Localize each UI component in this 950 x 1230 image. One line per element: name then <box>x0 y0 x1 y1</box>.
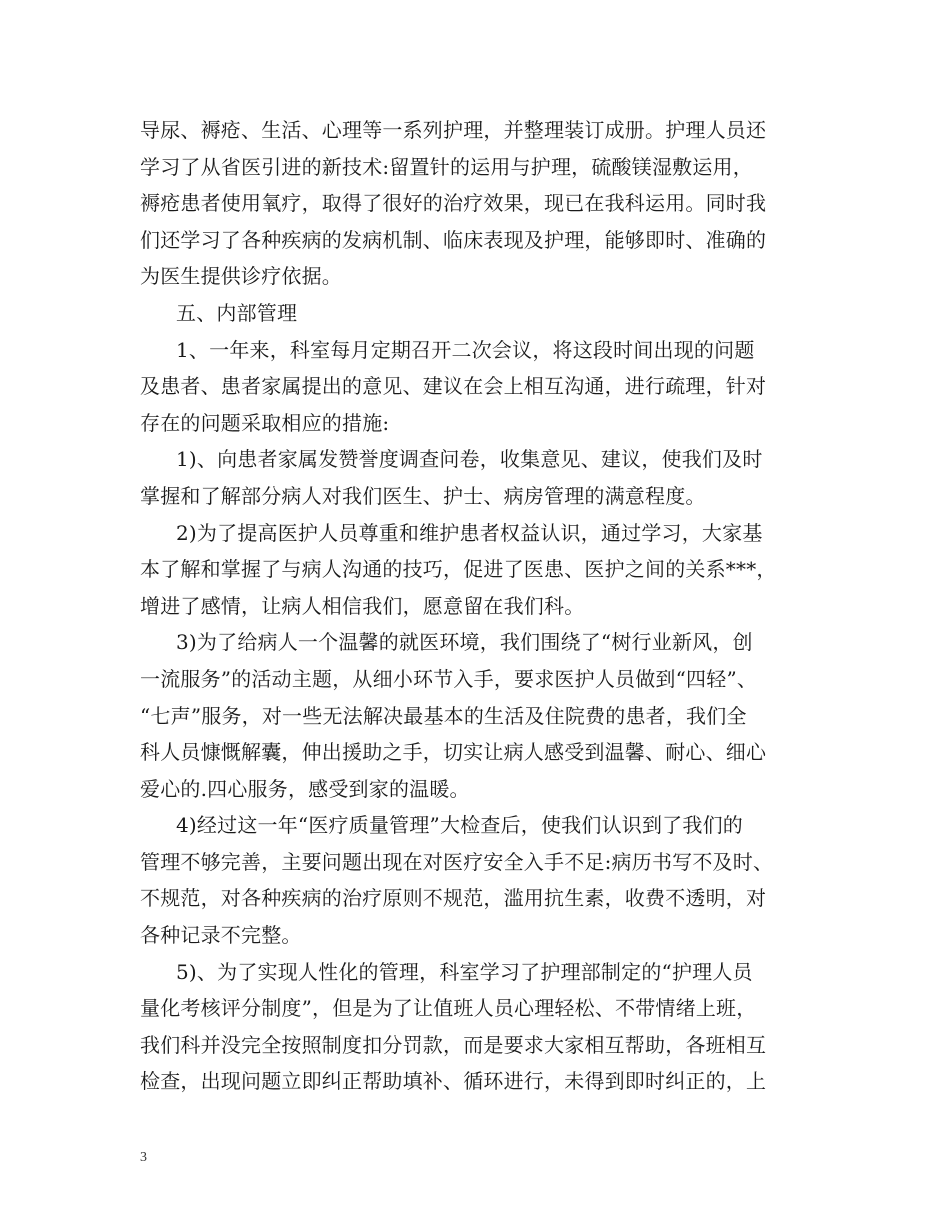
text-line: 1、一年来，科室每月定期召开二次会议，将这段时间出现的问题 <box>176 337 755 362</box>
text-line: 检查，出现问题立即纠正帮助填补、循环进行，未得到即时纠正的，上 <box>140 1069 767 1094</box>
text-line: 导尿、褥疮、生活、心理等一系列护理，并整理装订成册。护理人员还 <box>140 118 767 142</box>
text-line: 不规范，对各种疾病的治疗原则不规范，滥用抗生素，收费不透明，对 <box>140 886 767 911</box>
text-line: 为医生提供诊疗依据。 <box>140 264 342 289</box>
text-line: 本了解和掌握了与病人沟通的技巧，促进了医患、医护之间的关系***， <box>140 557 777 582</box>
text-line: 各种记录不完整。 <box>140 923 302 948</box>
text-line: 5)、为了实现人性化的管理，科室学习了护理部制定的“护理人员 <box>176 959 753 984</box>
text-line: 我们科并没完全按照制度扣分罚款，而是要求大家相互帮助，各班相互 <box>140 1032 767 1057</box>
text-line: 们还学习了各种疾病的发病机制、临床表现及护理，能够即时、准确的 <box>140 227 767 252</box>
text-line: 1)、向患者家属发赞誉度调查问卷，收集意见、建议，使我们及时 <box>176 447 763 472</box>
text-line: 量化考核评分制度”，但是为了让值班人员心理轻松、不带情绪上班， <box>140 996 757 1021</box>
section-heading: 五、内部管理 <box>176 300 298 325</box>
text-line: 学习了从省医引进的新技术:留置针的运用与护理，硫酸镁湿敷运用， <box>140 154 753 179</box>
page-number: 3 <box>140 1150 147 1165</box>
text-line: 爱心的.四心服务，感受到家的温暖。 <box>140 776 470 801</box>
text-line: “七声”服务，对一些无法解决最基本的生活及住院费的患者，我们全 <box>140 703 747 728</box>
text-line: 科人员慷慨解囊，伸出援助之手，切实让病人感受到温馨、耐心、细心 <box>140 740 767 765</box>
text-line: 存在的问题采取相应的措施: <box>140 410 390 435</box>
text-line: 一流服务”的活动主题，从细小环节入手，要求医护人员做到“四轻”、 <box>140 666 758 691</box>
text-line: 2)为了提高医护人员尊重和维护患者权益认识，通过学习，大家基 <box>176 520 763 545</box>
text-line: 增进了感情，让病人相信我们，愿意留在我们科。 <box>140 593 585 618</box>
text-line: 掌握和了解部分病人对我们医生、护士、病房管理的满意程度。 <box>140 483 706 508</box>
text-line: 及患者、患者家属提出的意见、建议在会上相互沟通，进行疏理，针对 <box>140 374 767 399</box>
body-text <box>140 112 818 1100</box>
text-line: 4)经过这一年“医疗质量管理”大检查后，使我们认识到了我们的 <box>176 813 743 838</box>
text-line: 管理不够完善，主要问题出现在对医疗安全入手不足:病历书写不及时、 <box>140 849 774 874</box>
text-line: 3)为了给病人一个温馨的就医环境，我们围绕了“树行业新风，创 <box>176 630 753 655</box>
text-line: 褥疮患者使用氧疗，取得了很好的治疗效果，现已在我科运用。同时我 <box>140 191 767 216</box>
